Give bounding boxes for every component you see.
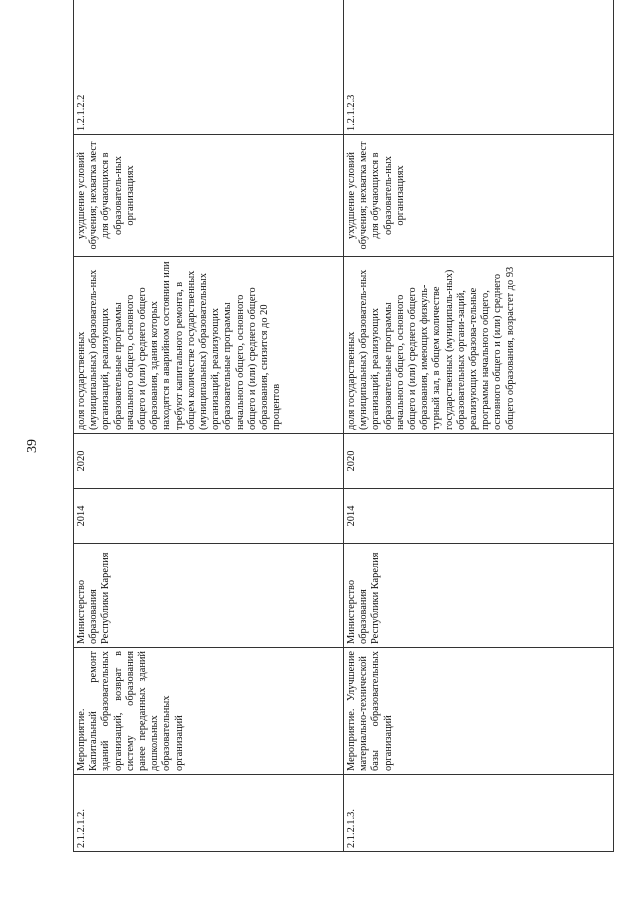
start-year-cell: 2014 (344, 489, 614, 544)
start-year-cell: 2014 (74, 489, 344, 544)
executor-cell: Министерство образования Республики Карелия (74, 544, 344, 648)
indicator-cell: доля государственных (муниципальных) образователь-ных организаций, реализующих образовательные программы начального общего, основного общего и (или) среднего общего образования, здания которых находятся в аварийном состоянии или требуют капитального ремонта, в общем количестве государственных (муниципальных) образовательных организаций, реализующих образовательные программы начального общего, основного общего и (или) среднего общего образования, снизится до 20 процентов (74, 257, 344, 434)
end-year-cell: 2020 (74, 434, 344, 489)
link-cell: 1.2.1.2.2 (74, 0, 344, 135)
risk-cell: ухудшение условий обучения; нехватка мест для обучающихся в образователь-ных организациях (344, 135, 614, 257)
table-row (74, 0, 344, 852)
row-number: 2.1.2.1.3. (344, 775, 614, 852)
event-cell: Мероприятие. Капитальный ремонт зданий образовательных организаций, возврат в систему образования ранее переданных зданий дошкольных образовательных организаций (74, 648, 344, 775)
link-cell: 1.2.1.2.3 (344, 0, 614, 135)
page-number: 39 (25, 439, 40, 453)
program-table (73, 0, 614, 852)
executor-cell: Министерство образования Республики Карелия (344, 544, 614, 648)
risk-cell: ухудшение условий обучения; нехватка мест для обучающихся в образователь-ных организациях (74, 135, 344, 257)
row-number: 2.1.2.1.2. (74, 775, 344, 852)
rotated-table-container (73, 42, 613, 852)
event-cell: Мероприятие. Улучшение материально-технической базы образовательных организаций (344, 648, 614, 775)
end-year-cell: 2020 (344, 434, 614, 489)
table-row (344, 0, 614, 852)
indicator-cell: доля государственных (муниципальных) образователь-ных организаций, реализующих образовательные программы начального общего, основного общего и (или) среднего общего образования, имеющих физкуль-турный зал, в общем количестве государственных (муниципаль-ных) образовательных органи-заций, реализующих образова-тельные программы начального общего, основного общего и (или) среднего общего образования, возрастет до 93 (344, 257, 614, 434)
